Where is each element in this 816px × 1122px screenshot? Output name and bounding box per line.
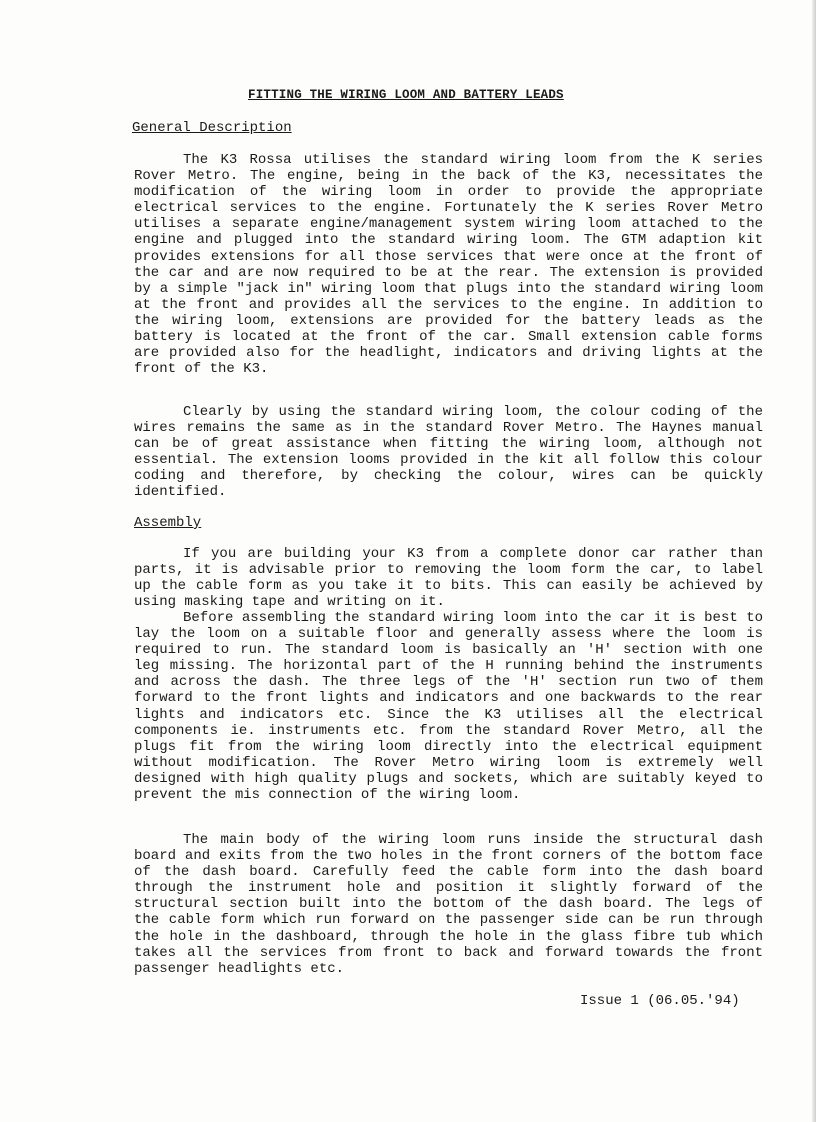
paragraph-assembly-3: The main body of the wiring loom runs inside the structural dash board and exits from the two holes in the front corners of the bottom face of the dash board. Carefully feed the cable form into the dash board through the instrument hole and position it slightly forward of the structural section built into the bottom of the dash board. The legs of the cable form which run forward on the passenger side can be run through the hole in the dashboard, through the hole in the glass fibre tub which takes all the services from front to back and forward towards the front passenger headlights etc. [134,832,763,977]
issue-footer: Issue 1 (06.05.'94) [580,993,740,1009]
section-heading-assembly: Assembly [134,515,202,531]
document-title: FITTING THE WIRING LOOM AND BATTERY LEADS [248,88,564,102]
paragraph-general-1: The K3 Rossa utilises the standard wiring loom from the K series Rover Metro. The engine, being in the back of the K3, necessitates the modification of the wiring loom in order to provide the appropriate electrical services to the engine. Fortunately the K series Rover Metro utilises a separate engine/management system wiring loom attached to the engine and plugged into the standard wiring loom. The GTM adaption kit provides extensions for all those services that were once at the front of the car and are now required to be at the rear. The extension is provided by a simple "jack in" wiring loom that plugs into the standard wiring loom at the front and provides all the services to the engine. In addition to the wiring loom, extensions are provided for the battery leads as the battery is located at the front of the car. Small extension cable forms are provided also for the headlight, indicators and driving lights at the front of the K3. [134,152,763,378]
paragraph-general-2: Clearly by using the standard wiring loom, the colour coding of the wires remains the same as in the standard Rover Metro. The Haynes manual can be of great assistance when fitting the wiring loom, although not essential. The extension looms provided in the kit all follow this colour coding and therefore, by checking the colour, wires can be quickly identified. [134,404,763,501]
paragraph-assembly-1: If you are building your K3 from a complete donor car rather than parts, it is advisable prior to removing the loom form the car, to label up the cable form as you take it to bits. This can easily be achieved by using masking tape and writing on it. [134,546,763,611]
section-heading-general-description: General Description [132,120,292,136]
page-edge [812,0,816,1122]
paragraph-assembly-2: Before assembling the standard wiring loom into the car it is best to lay the loom on a suitable floor and generally assess where the loom is required to run. The standard loom is basically an 'H' section with one leg missing. The horizontal part of the H running behind the instruments and across the dash. The three legs of the 'H' section run two of them forward to the front lights and indicators and one backwards to the rear lights and indicators etc. Since the K3 utilises all the electrical components ie. instruments etc. from the standard Rover Metro, all the plugs fit from the wiring loom directly into the electrical equipment without modification. The Rover Metro wiring loom is extremely well designed with high quality plugs and sockets, which are suitably keyed to prevent the mis connection of the wiring loom. [134,610,763,804]
